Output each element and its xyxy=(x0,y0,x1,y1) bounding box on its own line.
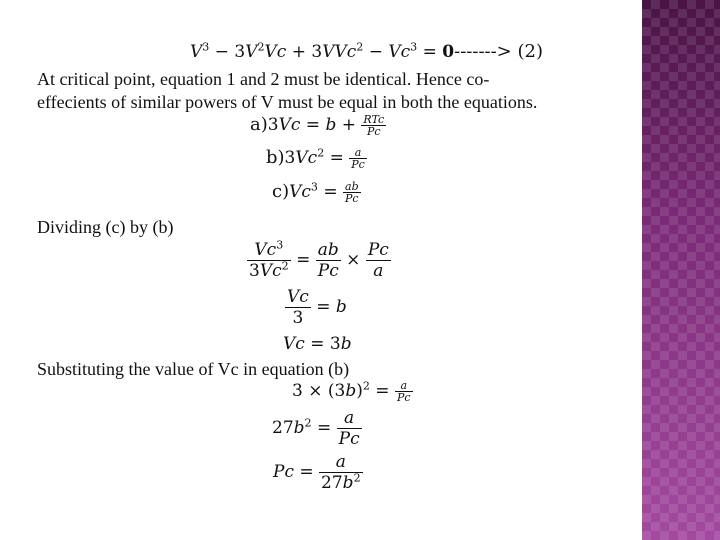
substituting-text: Substituting the value of Vc in equation (b) xyxy=(37,359,350,379)
label-b: b) xyxy=(266,147,285,168)
fraction-a-pc-3: $\frac{a}{Pc}$ xyxy=(338,408,360,449)
fraction-pc-a: $\frac{Pc}{a}$ xyxy=(367,240,389,281)
substitution-equation: $3 \times (3b)^2$ = $\frac{a}{Pc}$ xyxy=(292,379,411,404)
equation-2: $V^3 - 3V^2Vc + 3VVc^2 - Vc^3 = 0-------> (2)$ xyxy=(190,40,543,62)
fraction-ab-pc: $\frac{ab}{Pc}$ xyxy=(345,180,359,205)
label-a: a) xyxy=(250,114,268,135)
vc-over-3-equation: $\frac{Vc}{3}$ = b xyxy=(287,287,347,328)
fraction-rtc-pc: $\frac{\text{RTc}}{Pc}$ xyxy=(363,113,385,138)
fraction-a-pc: $\frac{a}{Pc}$ xyxy=(351,146,365,171)
dividing-text: Dividing (c) by (b) xyxy=(37,217,174,237)
division-equation: $\frac{Vc^3}{3Vc^2}$ = $\frac{ab}{Pc}$ × $\frac{Pc}{a}$ xyxy=(249,238,389,281)
equation-a: a)3Vc = b + $\frac{\text{RTc}}{Pc}$ xyxy=(250,113,385,138)
equation-2-label: -------> (2) xyxy=(454,41,543,62)
fraction-a-27b2: $\frac{a}{27b^2}$ xyxy=(321,452,361,493)
paragraph-line-1: At critical point, equation 1 and 2 must be identical. Hence co- xyxy=(37,69,490,89)
vc-equals-3b: Vc = 3b xyxy=(283,334,352,354)
pc-result-equation: Pc = $\frac{a}{27b^2}$ xyxy=(273,452,361,493)
fraction-vc3-3vc2: $\frac{Vc^3}{3Vc^2}$ xyxy=(249,238,289,281)
paragraph-line-2: effecients of similar powers of V must be equal in both the equations. xyxy=(37,92,538,112)
27b2-equation: $27b^2$ = $\frac{a}{Pc}$ xyxy=(272,408,360,449)
label-c: c) xyxy=(272,181,290,202)
equation-b: $b)3Vc^2$ = $\frac{a}{Pc}$ xyxy=(266,146,365,171)
decorative-sidebar xyxy=(642,0,720,540)
fraction-a-pc-2: $\frac{a}{Pc}$ xyxy=(396,379,411,404)
fraction-vc-3: $\frac{Vc}{3}$ xyxy=(287,287,309,328)
equation-c: $c)Vc^3$ = $\frac{ab}{Pc}$ xyxy=(272,180,359,205)
fraction-ab-pc-2: $\frac{ab}{Pc}$ xyxy=(317,240,339,281)
